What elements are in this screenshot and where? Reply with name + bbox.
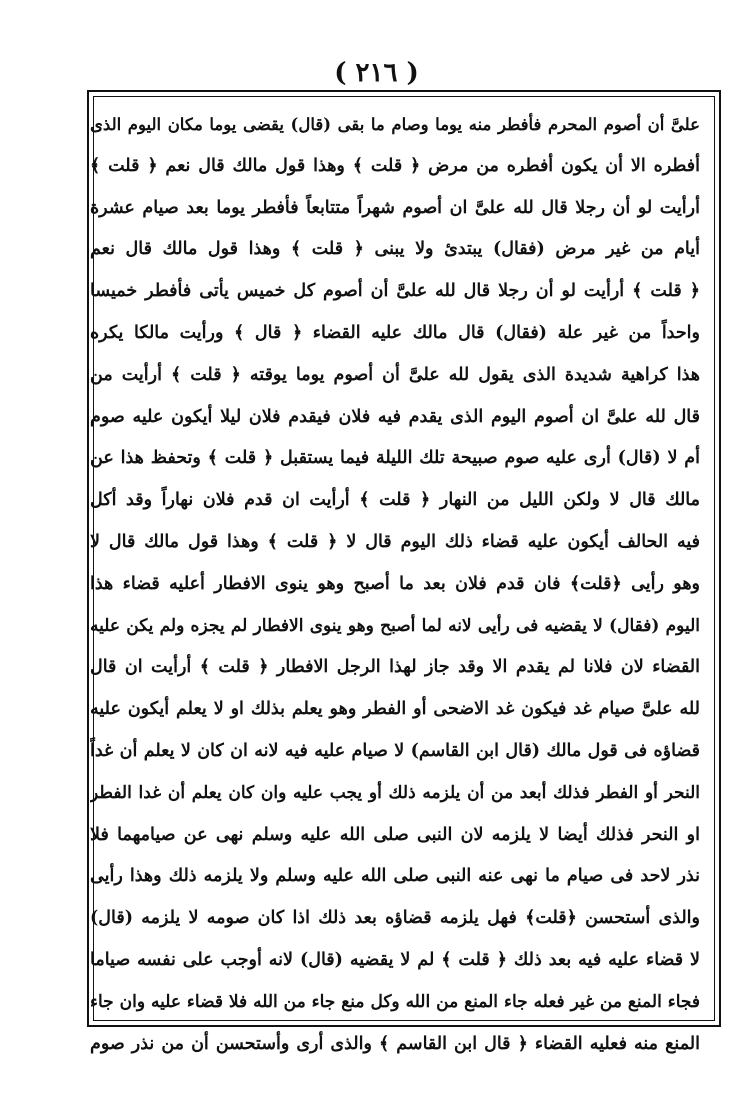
text-line: نذر لاحد فى صيام ما نهى عنه النبى صلى الله عليه وسلم ولا يلزمه ذلك وهذا رأيى [90,866,700,887]
text-line: قضاؤه فى قول مالك (قال ابن القاسم) لا صيام عليه فيه لانه ان كان لا يعلم أن غداً [90,740,700,761]
text-line: لله علىَّ صيام غد فيكون غد الاضحى أو الفطر وهو يعلم بذلك او لا يعلم أيكون عليه [90,699,700,720]
text-line: ﴿ قلت ﴾ أرأيت لو أن رجلا قال لله علىَّ أن أصوم كل خميس يأتى فأفطر خميسا [90,281,700,302]
text-line: والذى أستحسن ﴿قلت﴾ فهل يلزمه قضاؤه بعد ذلك اذا كان صومه لا يلزمه (قال) [90,908,700,929]
page-number: ( ٢١٦ ) [334,58,419,88]
text-line: فيه الحالف أيكون عليه قضاء ذلك اليوم قال لا ﴿ قلت ﴾ وهذا قول مالك قال لا [90,531,700,552]
text-line: أم لا (قال) أرى عليه صوم صبيحة تلك الليلة فيما يستقبل ﴿ قلت ﴾ وتحفظ هذا عن [90,448,700,469]
text-line: لا قضاء عليه فيه بعد ذلك ﴿ قلت ﴾ لم لا يقضيه (قال) لانه أوجب على نفسه صياما [90,949,700,970]
text-body [90,104,700,1065]
text-line: أرأيت لو أن رجلا قال لله علىَّ ان أصوم شهراً متتابعاً فأفطر يوما بعد صيام عشرة [90,197,700,218]
text-line: وهو رأيى ﴿قلت﴾ فان قدم فلان بعد ما أصبح وهو ينوى الافطار أعليه قضاء هذا [90,573,700,594]
text-line: علىَّ أن أصوم المحرم فأفطر منه يوما وصام ما بقى (قال) يقضى يوما مكان اليوم الذى [90,115,700,134]
text-line: القضاء لان فلانا لم يقدم الا وقد جاز لهذا الرجل الافطار ﴿ قلت ﴾ أرأيت ان قال [90,657,700,678]
text-line: واحداً من غير علة (فقال) قال مالك عليه القضاء ﴿ قال ﴾ ورأيت مالكا يكره [90,322,700,343]
text-line: أيام من غير مرض (فقال) يبتدئ ولا يبنى ﴿ قلت ﴾ وهذا قول مالك قال نعم [90,239,700,260]
text-line: أفطره الا أن يكون أفطره من مرض ﴿ قلت ﴾ وهذا قول مالك قال نعم ﴿ قلت ﴾ [90,155,700,176]
text-line: فجاء المنع من غير فعله جاء المنع من الله وكل منع جاء من الله فلا قضاء عليه وان جاء [90,991,700,1012]
text-line: النحر أو الفطر فذلك أبعد من أن يلزمه ذلك أو يجب عليه وان كان يعلم أن غدا الفطر [90,782,700,803]
text-line: او النحر فذلك أيضا لا يلزمه لان النبى صلى الله عليه وسلم نهى عن صيامهما فلا [90,824,700,845]
text-line: قال لله علىَّ ان أصوم اليوم الذى يقدم فيه فلان فيقدم فلان ليلا أيكون عليه صوم [90,406,700,427]
text-line: مالك قال لا ولكن الليل من النهار ﴿ قلت ﴾ أرأيت ان قدم فلان نهاراً وقد أكل [90,490,700,511]
text-line: هذا كراهية شديدة الذى يقول لله علىَّ أن أصوم يوما يوقته ﴿ قلت ﴾ أرأيت من [90,364,700,385]
text-line: اليوم (فقال) لا يقضيه فى رأيى لانه لما أصبح وهو ينوى الافطار لم يجزه ولم يكن عليه [90,615,700,636]
text-line: المنع منه فعليه القضاء ﴿ قال ابن القاسم ﴾ والذى أرى وأستحسن أن من نذر صوم [90,1033,700,1054]
